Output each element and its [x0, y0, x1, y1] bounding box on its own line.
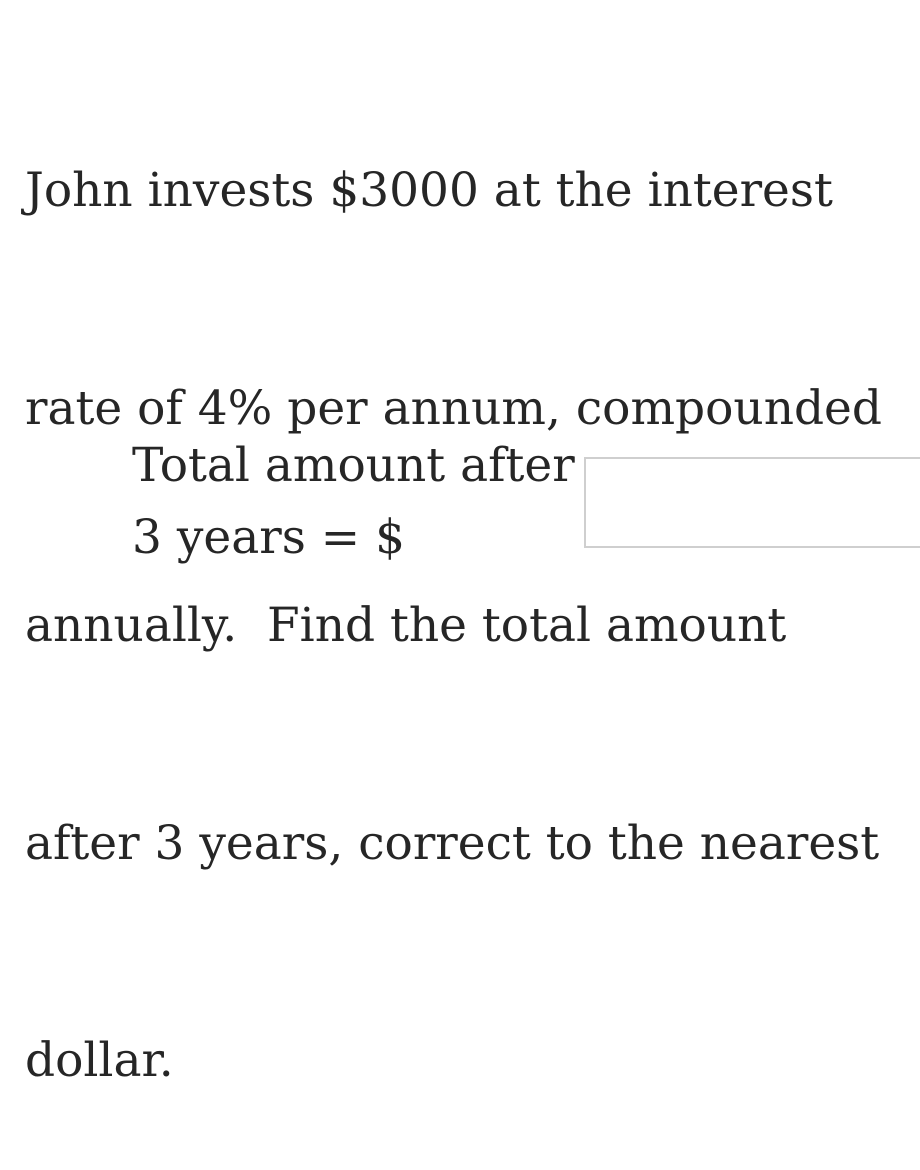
answer-label-line: 3 years = $: [132, 510, 405, 565]
question-line: dollar.: [25, 1033, 174, 1088]
answer-input[interactable]: [584, 457, 920, 548]
answer-label-line: Total amount after: [132, 438, 575, 493]
question-line: rate of 4% per annum, compounded: [25, 380, 882, 436]
answer-row: [132, 430, 575, 574]
question-line: John invests $3000 at the interest: [25, 163, 833, 218]
question-line: after 3 years, correct to the nearest: [25, 815, 880, 871]
question-line: annually. Find the total amount: [25, 598, 787, 653]
question-text: [25, 10, 905, 1170]
answer-label: [132, 430, 575, 574]
